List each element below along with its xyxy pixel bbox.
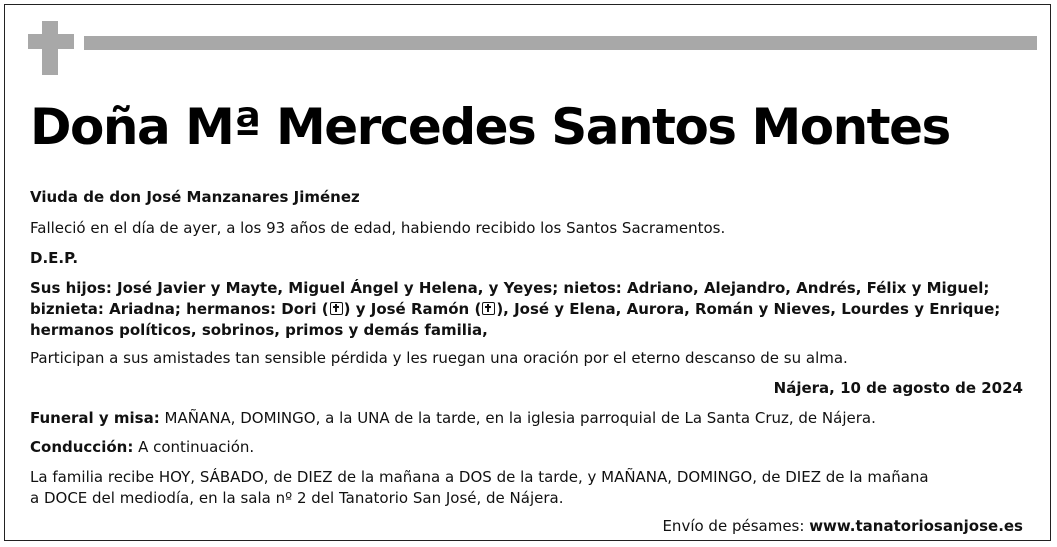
widow-line: Viuda de don José Manzanares Jiménez <box>30 188 360 206</box>
header-rule <box>84 36 1037 50</box>
family-line-2-part-b: ) y José Ramón ( <box>343 300 482 318</box>
deceased-name: Doña Mª Mercedes Santos Montes <box>30 98 950 156</box>
funeral-line <box>30 407 1030 429</box>
death-line: Falleció en el día de ayer, a los 93 años de edad, habiendo recibido los Santos Sacramentos. <box>30 219 726 237</box>
condolences-label: Envío de pésames: <box>662 517 810 535</box>
family-line-3: hermanos políticos, sobrinos, primos y demás familia, <box>30 321 488 339</box>
cross-icon <box>28 21 74 75</box>
family-line-2-part-c: ), José y Elena, Aurora, Román y Nieves, Lourdes y Enrique; <box>496 300 1001 318</box>
funeral-text: MAÑANA, DOMINGO, a la UNA de la tarde, en la iglesia parroquial de La Santa Cruz, de Nájera. <box>159 409 876 427</box>
condolences-line <box>662 515 1023 537</box>
dep-line: D.E.P. <box>30 249 79 267</box>
deceased-cross-icon <box>330 302 343 315</box>
deceased-cross-icon <box>482 302 495 315</box>
conduccion-line <box>30 436 1030 458</box>
obituary-frame <box>4 4 1051 541</box>
family-line-2-part-a: biznieta: Ariadna; hermanos: Dori ( <box>30 300 329 318</box>
funeral-label: Funeral y misa: <box>30 409 160 427</box>
condolences-url[interactable]: www.tanatoriosanjose.es <box>809 517 1023 535</box>
place-date: Nájera, 10 de agosto de 2024 <box>773 379 1023 397</box>
reception-line-2: a DOCE del mediodía, en la sala nº 2 del Tanatorio San José, de Nájera. <box>30 489 564 507</box>
participation-line: Participan a sus amistades tan sensible pérdida y les ruegan una oración por el eterno descanso de su alma. <box>30 349 848 367</box>
family-line-1: Sus hijos: José Javier y Mayte, Miguel Ángel y Helena, y Yeyes; nietos: Adriano, Alejandro, Andrés, Félix y Miguel; <box>30 279 990 297</box>
reception-line-1: La familia recibe HOY, SÁBADO, de DIEZ de la mañana a DOS de la tarde, y MAÑANA, DOMINGO, de DIEZ de la mañana <box>30 468 929 486</box>
conduccion-label: Conducción: <box>30 438 134 456</box>
conduccion-text: A continuación. <box>133 438 255 456</box>
family-line-2 <box>30 298 1030 320</box>
